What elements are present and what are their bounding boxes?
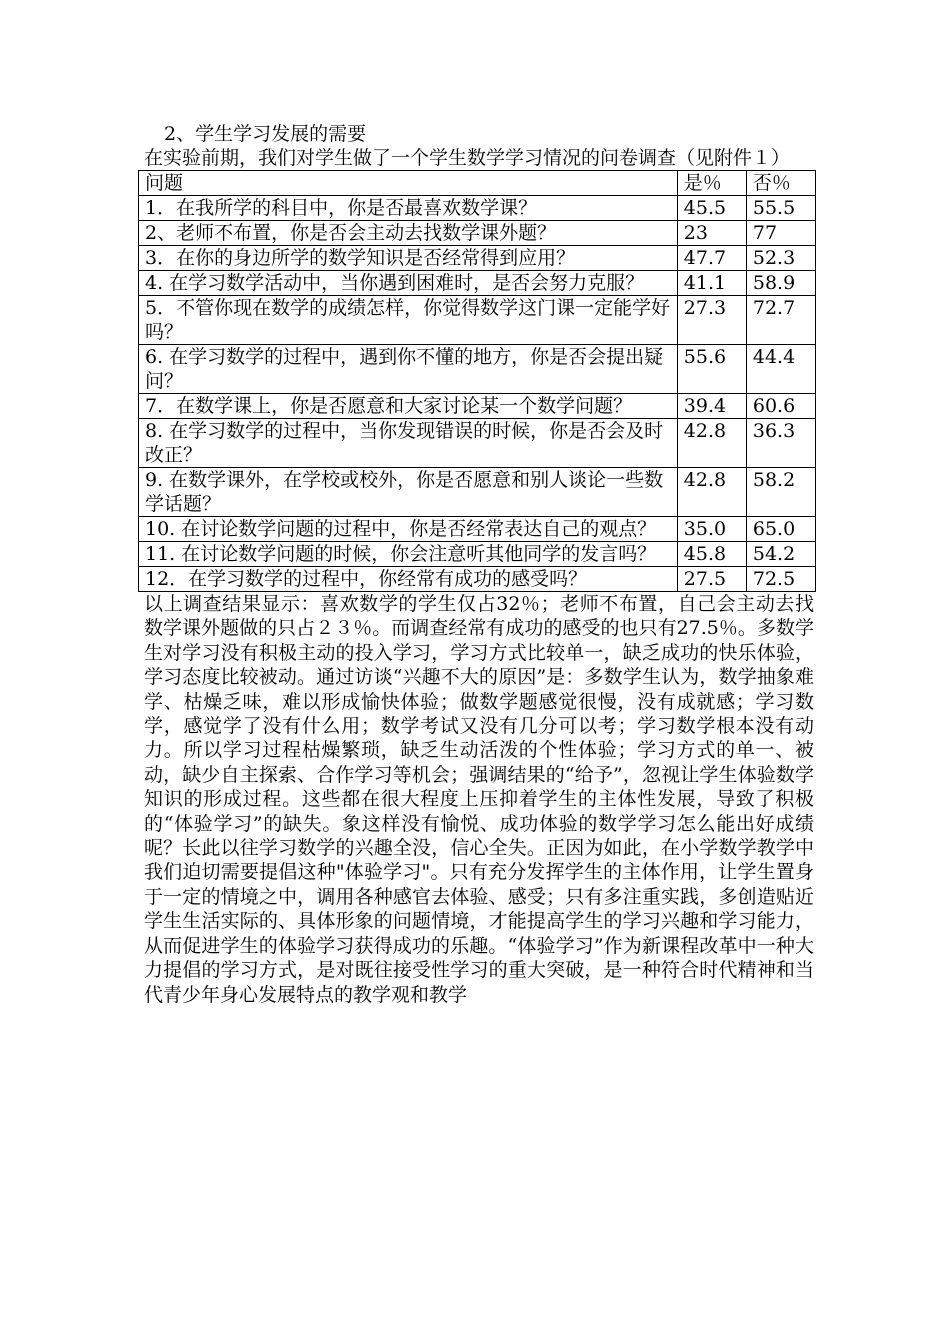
table-row <box>139 394 816 419</box>
table-row <box>139 271 816 296</box>
row-question: 4. 在学习数学活动中，当你遇到困难时，是否会努力克服？ <box>139 271 678 296</box>
row-no-percent: 72.7 <box>746 296 815 345</box>
row-yes-percent: 45.8 <box>677 542 746 567</box>
document-page <box>144 122 814 1007</box>
table-row <box>139 567 816 592</box>
row-no-percent: 52.3 <box>746 246 815 271</box>
table-row <box>139 419 816 468</box>
table-row <box>139 345 816 394</box>
table-row <box>139 468 816 517</box>
row-question: 11. 在讨论数学问题的时候，你会注意听其他同学的发言吗？ <box>139 542 678 567</box>
row-yes-percent: 41.1 <box>677 271 746 296</box>
row-question: 7．在数学课上，你是否愿意和大家讨论某一个数学问题？ <box>139 394 678 419</box>
header-no: 否％ <box>746 171 815 196</box>
row-yes-percent: 27.5 <box>677 567 746 592</box>
row-no-percent: 65.0 <box>746 517 815 542</box>
row-question: 1．在我所学的科目中，你是否最喜欢数学课？ <box>139 196 678 221</box>
row-yes-percent: 47.7 <box>677 246 746 271</box>
row-yes-percent: 42.8 <box>677 419 746 468</box>
header-yes: 是％ <box>677 171 746 196</box>
row-question: 12．在学习数学的过程中，你经常有成功的感受吗？ <box>139 567 678 592</box>
row-no-percent: 36.3 <box>746 419 815 468</box>
row-question: 6. 在学习数学的过程中，遇到你不懂的地方，你是否会提出疑问？ <box>139 345 678 394</box>
row-no-percent: 72.5 <box>746 567 815 592</box>
table-row <box>139 542 816 567</box>
row-no-percent: 55.5 <box>746 196 815 221</box>
table-row <box>139 246 816 271</box>
row-question: 5．不管你现在数学的成绩怎样，你觉得数学这门课一定能学好吗？ <box>139 296 678 345</box>
row-yes-percent: 55.6 <box>677 345 746 394</box>
table-row <box>139 296 816 345</box>
table-row <box>139 196 816 221</box>
section-title: 2、学生学习发展的需要 <box>164 123 367 145</box>
row-yes-percent: 35.0 <box>677 517 746 542</box>
row-yes-percent: 27.3 <box>677 296 746 345</box>
row-yes-percent: 39.4 <box>677 394 746 419</box>
row-question: 8. 在学习数学的过程中，当你发现错误的时候，你是否会及时改正？ <box>139 419 678 468</box>
row-no-percent: 58.2 <box>746 468 815 517</box>
row-no-percent: 54.2 <box>746 542 815 567</box>
row-yes-percent: 23 <box>677 221 746 246</box>
intro-paragraph: 在实验前期，我们对学生做了一个学生数学学习情况的问卷调查（见附件１） <box>144 147 791 169</box>
row-yes-percent: 45.5 <box>677 196 746 221</box>
table-header-row <box>139 171 816 196</box>
table-row <box>139 221 816 246</box>
header-question: 问题 <box>139 171 678 196</box>
row-question: 2、老师不布置，你是否会主动去找数学课外题？ <box>139 221 678 246</box>
row-no-percent: 60.6 <box>746 394 815 419</box>
row-no-percent: 77 <box>746 221 815 246</box>
row-question: 3．在你的身边所学的数学知识是否经常得到应用？ <box>139 246 678 271</box>
body-paragraph: 以上调查结果显示：喜欢数学的学生仅占32％；老师不布置，自己会主动去找数学课外题做的只占２３％。而调查经常有成功的感受的也只有27.5％。多数学生对学习没有积极主动的投入学习，学习方式比较单一，缺乏成功的快乐体验，学习态度比较被动。通过访谈“兴趣不大的原因”是：多数学生认为，数学抽象难学、枯燥乏味，难以形成愉快体验；做数学题感觉很慢，没有成就感；学习数学，感觉学了没有什么用；数学考试又没有几分可以考；学习数学根本没有动力。所以学习过程枯燥繁琐，缺乏生动活泼的个性体验；学习方式的单一、被动，缺少自主探索、合作学习等机会；强调结果的“给予”，忽视让学生体验数学知识的形成过程。这些都在很大程度上压抑着学生的主体性发展，导致了积极的“体验学习”的缺失。象这样没有愉悦、成功体验的数学学习怎么能出好成绩呢？长此以往学习数学的兴趣全没，信心全失。正因为如此，在小学数学教学中我们迫切需要提倡这种"体验学习"。只有充分发挥学生的主体作用，让学生置身于一定的情境之中，调用各种感官去体验、感受；只有多注重实践，多创造贴近学生生活实际的、具体形象的问题情境，才能提高学生的学习兴趣和学习能力，从而促进学生的体验学习获得成功的乐趣。“体验学习”作为新课程改革中一种大力提倡的学习方式，是对既往接受性学习的重大突破，是一种符合时代精神和当代青少年身心发展特点的教学观和教学 <box>144 593 814 1006</box>
row-no-percent: 44.4 <box>746 345 815 394</box>
row-yes-percent: 42.8 <box>677 468 746 517</box>
survey-table <box>138 170 816 592</box>
row-question: 9. 在数学课外，在学校或校外，你是否愿意和别人谈论一些数学话题？ <box>139 468 678 517</box>
row-question: 10. 在讨论数学问题的过程中，你是否经常表达自己的观点？ <box>139 517 678 542</box>
table-row <box>139 517 816 542</box>
row-no-percent: 58.9 <box>746 271 815 296</box>
